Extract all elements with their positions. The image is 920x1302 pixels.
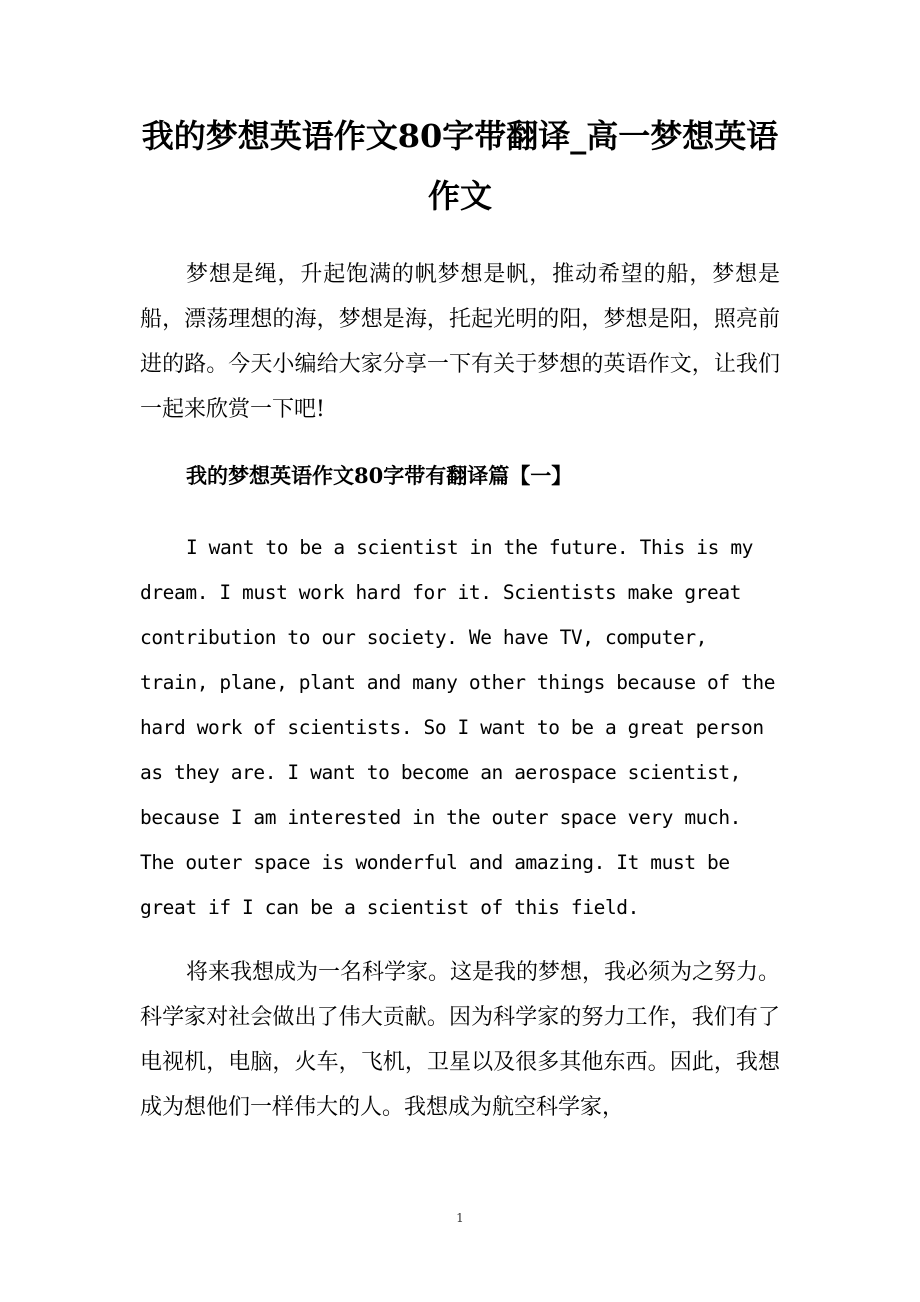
page-number: 1 <box>456 1211 464 1225</box>
translation-paragraph: 将来我想成为一名科学家。这是我的梦想，我必须为之努力。科学家对社会做出了伟大贡献。因为科学家的努力工作，我们有了电视机，电脑，火车，飞机，卫星以及很多其他东西。因此，我想成为想他们一样伟大的人。我想成为航空科学家， <box>140 960 781 1120</box>
english-paragraph: I want to be a scientist in the future. This is my dream. I must work hard for it. Scientists make great contribution to our society. We have TV, computer, train, plane, plant and many other things because of the hard work of scientists. So I want to be a great person as they are. I want to become an aerospace scientist, because I am interested in the outer space very much. The outer space is wonderful and amazing. It must be great if I can be a scientist of this field. <box>140 536 776 919</box>
page-title: 我的梦想英语作文80字带翻译_高一梦想英语作文 <box>141 117 779 215</box>
section-heading: 我的梦想英语作文80字带有翻译篇【一】 <box>186 463 573 488</box>
intro-paragraph: 梦想是绳，升起饱满的帆梦想是帆，推动希望的船，梦想是船，漂荡理想的海，梦想是海，托起光明的阳，梦想是阳，照亮前进的路。今天小编给大家分享一下有关于梦想的英语作文，让我们一起来欣赏一下吧! <box>140 262 780 422</box>
